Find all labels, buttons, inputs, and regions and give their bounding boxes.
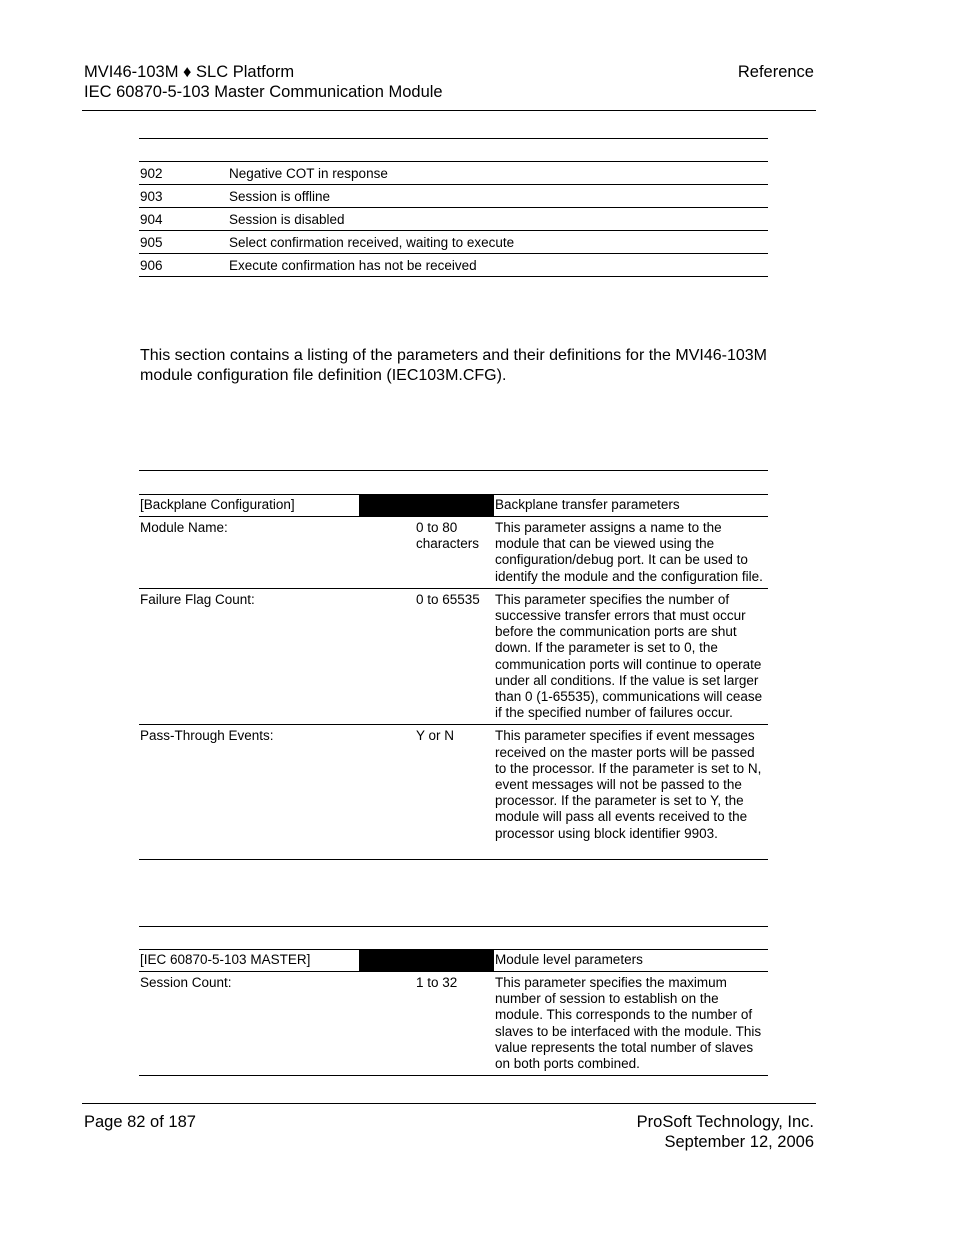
table-row	[139, 162, 768, 185]
error-code-table	[139, 138, 768, 277]
table-header-gap	[139, 139, 768, 161]
table-row	[139, 589, 768, 726]
page-number: Page 82 of 187	[84, 1113, 196, 1131]
section-label: Reference	[737, 63, 814, 81]
error-code: 906	[140, 257, 163, 273]
master-parameter-table	[139, 926, 768, 1076]
company-name: ProSoft Technology, Inc.	[636, 1113, 814, 1131]
error-description: Session is offline	[229, 188, 331, 204]
error-description: Negative COT in response	[229, 165, 388, 181]
section-description: Module level parameters	[495, 952, 643, 967]
error-code: 903	[140, 188, 163, 204]
error-description: Select confirmation received, waiting to execute	[229, 234, 515, 250]
parameter-range: Y or N	[416, 728, 455, 744]
shaded-cell	[414, 495, 494, 516]
document-title	[84, 62, 443, 102]
intro-paragraph: This section contains a listing of the parameters and their definitions for the MVI46-103M module configuration file definition (IEC103M.CFG).	[140, 347, 767, 384]
parameter-name: Failure Flag Count:	[140, 591, 255, 607]
table-row	[139, 725, 768, 859]
shaded-cell	[359, 495, 414, 516]
shaded-cell	[359, 950, 414, 971]
parameter-description: This parameter specifies the maximum number of session to establish on the module. This corresponds to the number of slaves to be interfaced with the module. This value represents the total number of slaves on both ports combined.	[495, 975, 762, 1072]
header-divider	[82, 110, 816, 111]
parameter-name: Module Name:	[140, 520, 228, 535]
section-name: [Backplane Configuration]	[140, 497, 295, 512]
table-header-gap	[139, 471, 768, 494]
table-row	[139, 254, 768, 277]
table-row	[139, 517, 768, 589]
error-code: 905	[140, 234, 163, 250]
parameter-range: 1 to 32	[416, 975, 458, 990]
document-title-line1: MVI46-103M ♦ SLC Platform	[84, 63, 295, 81]
section-description: Backplane transfer parameters	[495, 497, 680, 512]
table-row	[139, 972, 768, 1076]
document-title-line2: IEC 60870-5-103 Master Communication Module	[84, 83, 443, 101]
publish-date: September 12, 2006	[664, 1133, 814, 1151]
error-code: 902	[140, 165, 163, 181]
table-row	[139, 231, 768, 254]
backplane-parameter-table	[139, 470, 768, 860]
footer-info	[637, 1112, 814, 1152]
error-code: 904	[140, 211, 163, 227]
parameter-description: This parameter specifies if event messages received on the master ports will be passed to the processor. If the parameter is set to N, event messages will not be passed to the processor. If the parameter is set to Y, the module will pass all events received to the processor using block identifier 9903.	[495, 728, 762, 841]
section-header-row	[139, 494, 768, 517]
parameter-description: This parameter assigns a name to the module that can be viewed using the configuration/debug port. It can be used to identify the module and the configuration file.	[495, 520, 763, 584]
parameter-name: Session Count:	[140, 975, 232, 990]
table-row	[139, 208, 768, 231]
footer-divider	[82, 1103, 816, 1104]
parameter-description: This parameter specifies the number of successive transfer errors that must occur before the communication ports are shut down. If the parameter is set to 0, the communication ports will continue to operate under all conditions. If the value is set larger than 0 (1-65535), communications will cease if the specified number of failures occur.	[495, 591, 763, 721]
table-header-gap	[139, 927, 768, 949]
error-description: Session is disabled	[229, 211, 345, 227]
parameter-range: 0 to 80 characters	[416, 520, 480, 552]
shaded-cell	[414, 950, 494, 971]
section-name: [IEC 60870-5-103 MASTER]	[140, 952, 311, 967]
section-header-row	[139, 949, 768, 972]
error-description: Execute confirmation has not be received	[229, 257, 477, 273]
parameter-name: Pass-Through Events:	[140, 728, 274, 744]
parameter-range: 0 to 65535	[416, 591, 480, 607]
table-row	[139, 185, 768, 208]
